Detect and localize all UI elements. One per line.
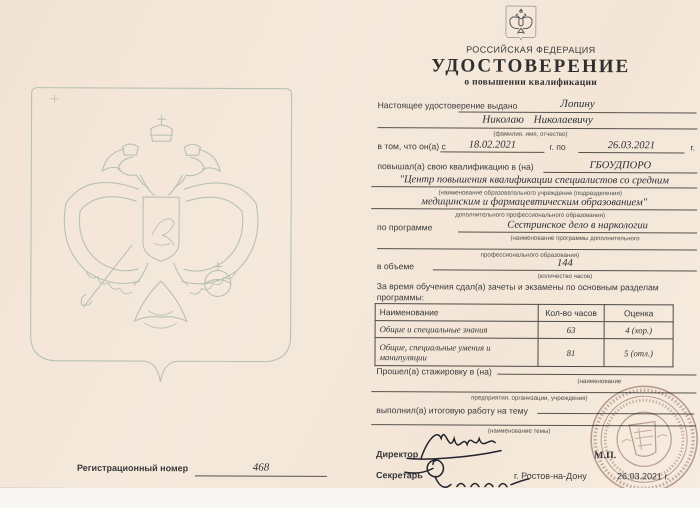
table-header-row bbox=[375, 304, 673, 322]
thesis-label: выполнил(а) итоговую работу на тему bbox=[376, 405, 529, 416]
city-label: г. Ростов-на-Дону bbox=[513, 470, 587, 482]
country-heading: РОССИЙСКАЯ ФЕДЕРАЦИЯ bbox=[466, 44, 596, 56]
grades-table bbox=[374, 303, 673, 367]
internship-label: Прошел(а) стажировку в (на) bbox=[376, 366, 492, 377]
col-hours-header: Кол-во часов bbox=[538, 304, 604, 321]
institution-short-value: ГБОУДПОРО bbox=[589, 160, 652, 172]
institution-caption1: (наименование образовательного учреждения (подразделения) bbox=[438, 189, 622, 198]
program-empty-line bbox=[377, 240, 697, 250]
qualification-label: повышал(а) свою квалификацию в (на) bbox=[377, 161, 534, 172]
registration-label: Регистрационный номер bbox=[76, 462, 189, 474]
volume-value: 144 bbox=[557, 257, 573, 269]
row1-hours: 63 bbox=[538, 321, 604, 338]
date-to-line bbox=[578, 138, 684, 153]
registration-number-line bbox=[195, 460, 327, 477]
registration-number: 468 bbox=[252, 462, 270, 475]
internship-line bbox=[497, 363, 696, 376]
name-line bbox=[377, 112, 697, 129]
institution-line2-value: медицинским и фармацевтическим образованием" bbox=[421, 196, 648, 209]
program-caption1: (наименование программы дополнительного bbox=[510, 234, 640, 243]
scanner-background bbox=[0, 488, 700, 508]
row2-hours: 81 bbox=[538, 338, 604, 366]
seal-stamp bbox=[587, 383, 700, 495]
internship-caption1: (наименование bbox=[577, 377, 622, 386]
program-label: по программе bbox=[377, 222, 433, 233]
date-from-value: 18.02.2021 bbox=[468, 139, 517, 151]
internship-caption2: предприятия, организации, учреждения) bbox=[471, 394, 588, 403]
volume-label: в объеме bbox=[376, 261, 415, 272]
date-to-value: 26.03.2021 bbox=[607, 140, 656, 152]
thesis-caption: (наименование темы) bbox=[487, 427, 551, 435]
institution-short-line bbox=[543, 158, 697, 174]
table-row bbox=[375, 321, 673, 339]
document-subtitle: о повышении квалификации bbox=[464, 77, 598, 89]
row1-name: Общие и специальные знания bbox=[375, 321, 538, 339]
coat-of-arms-icon bbox=[505, 6, 537, 41]
secretary-label: Секретарь bbox=[375, 470, 423, 481]
g-label: г. bbox=[690, 142, 695, 153]
program-caption2: профессионального образования) bbox=[480, 251, 580, 260]
volume-line bbox=[433, 256, 697, 271]
surname-value: Лопину bbox=[560, 98, 595, 111]
mp-label: М.П. bbox=[594, 450, 617, 462]
row2-name: Общие, специальные умения и манипуляции bbox=[375, 338, 538, 367]
surname-line bbox=[459, 96, 697, 113]
institution-line1 bbox=[371, 172, 697, 188]
col-name-header: Наименование bbox=[375, 304, 538, 322]
volume-caption: (количество часов) bbox=[537, 272, 593, 281]
col-grade-header: Оценка bbox=[604, 305, 673, 322]
exams-text: За время обучения сдал(а) зачеты и экзамены по основным разделам программы: bbox=[376, 281, 659, 303]
name-patronymic-value: Николаю Николаевичу bbox=[482, 114, 593, 127]
institution-caption2: дополнительного профессионального образования) bbox=[455, 211, 606, 220]
issue-date: 26.03.2021 г. bbox=[616, 471, 670, 482]
issued-label: Настоящее удостоверение выдано bbox=[377, 100, 518, 111]
program-line bbox=[458, 217, 697, 233]
document-title: УДОСТОВЕРЕНИЕ bbox=[431, 55, 631, 78]
institution-line2 bbox=[371, 194, 697, 210]
date-from-line bbox=[440, 137, 544, 152]
period-label: в том, что он(а) с bbox=[377, 141, 446, 152]
row1-grade: 4 (хор.) bbox=[604, 322, 673, 339]
program-value: Сестринское дело в наркологии bbox=[507, 219, 648, 232]
g-po-label: г. по bbox=[549, 141, 566, 152]
institution-line1-value: "Центр повышения квалификации специалистов со средним bbox=[399, 174, 669, 187]
name-caption: (фамилия, имя, отчество) bbox=[493, 130, 568, 138]
director-label: Директор bbox=[376, 449, 419, 460]
row2-grade: 5 (отл.) bbox=[604, 339, 673, 367]
coat-of-arms-watermark bbox=[27, 85, 294, 390]
